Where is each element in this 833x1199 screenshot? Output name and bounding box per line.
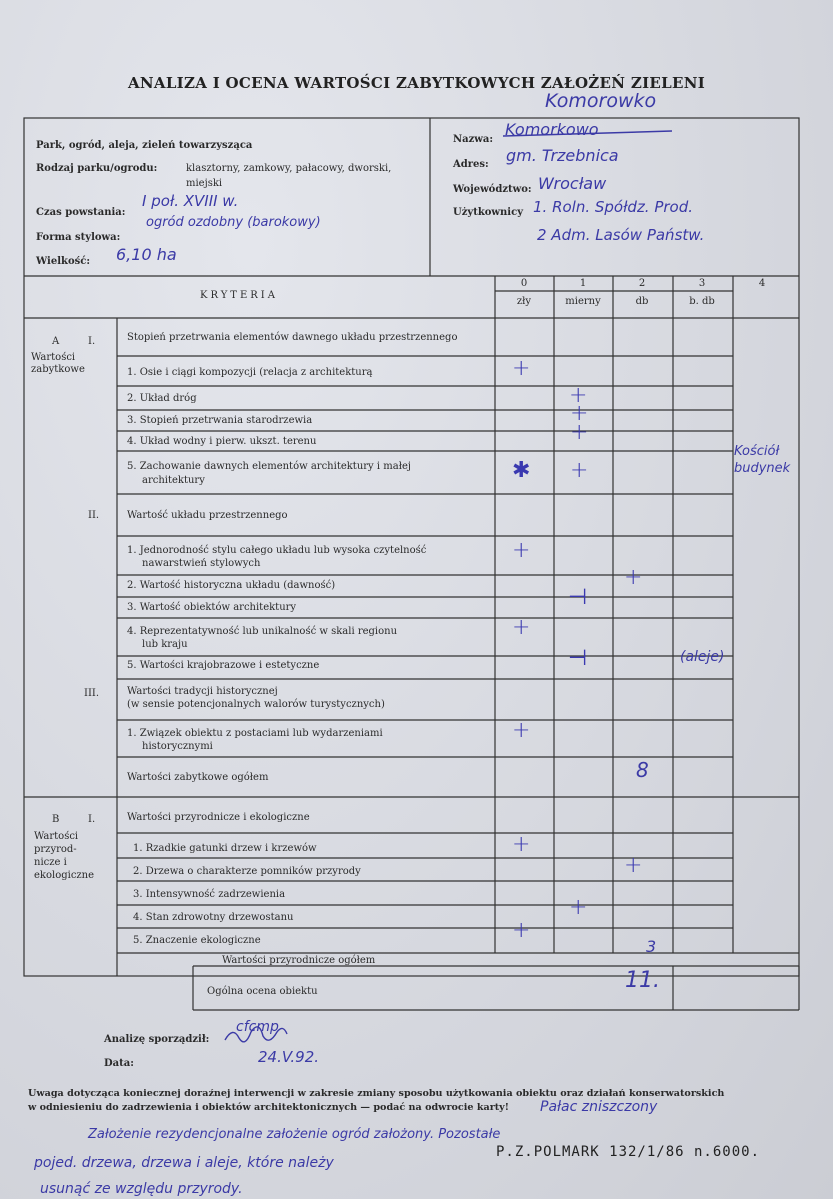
park-type-options-2: miejski — [186, 178, 223, 189]
score-3-label: b. db — [689, 296, 715, 307]
handwritten-name-struck: Komorkowo — [505, 120, 599, 139]
overall-label: Ogólna ocena obiektu — [207, 986, 318, 997]
prepared-label: Analizę sporządził: — [104, 1034, 210, 1045]
handwritten-voivodeship: Wrocław — [538, 174, 607, 193]
handwritten-remark-right: Pałac zniszczony — [540, 1099, 658, 1115]
handwritten-note-alley: (aleje) — [680, 649, 725, 665]
group-ii-num: II. — [88, 510, 100, 521]
section-b-num: I. — [88, 814, 96, 825]
group-i-num: I. — [88, 336, 96, 347]
mark-plus: + — [512, 718, 531, 743]
handwritten-user-2: 2 Adm. Lasów Państw. — [537, 226, 705, 244]
section-b-letter: B — [52, 814, 60, 825]
mark-plus: + — [512, 356, 531, 381]
group-i-item-1: 1. Osie i ciągi kompozycji (relacja z architekturą — [127, 367, 373, 378]
date-label: Data: — [104, 1058, 134, 1069]
score-2-label: db — [635, 296, 649, 307]
section-b-title: Wartości przyrodnicze i ekologiczne — [127, 812, 310, 823]
score-1-num: 1 — [579, 278, 587, 289]
group-iii-item-1-cont: historycznymi — [142, 741, 213, 752]
group-i-item-2: 2. Układ dróg — [127, 393, 197, 404]
section-b-item-5: 5. Znaczenie ekologiczne — [133, 935, 261, 946]
handwritten-era: I poł. XVIII w. — [142, 192, 239, 210]
group-ii-item-5: 5. Wartości krajobrazowe i estetyczne — [127, 660, 320, 671]
group-i-item-5: 5. Zachowanie dawnych elementów architektury i małej — [127, 461, 411, 472]
group-ii-item-2: 2. Wartość historyczna układu (dawność) — [127, 580, 336, 591]
score-2-num: 2 — [638, 278, 646, 289]
group-i-item-3: 3. Stopień przetrwania starodrzewia — [127, 415, 313, 426]
group-i-title: Stopień przetrwania elementów dawnego układu przestrzennego — [127, 332, 458, 343]
mark-scribble: ✱ — [512, 458, 531, 483]
mark-plus: + — [512, 832, 531, 857]
group-iii-num: III. — [84, 688, 100, 699]
mark-plus: + — [569, 383, 588, 408]
mark-plus: + — [624, 565, 643, 590]
mark-dash: ⊣ — [568, 585, 588, 610]
group-ii-item-4: 4. Reprezentatywność lub unikalność w skali regionu — [127, 626, 398, 637]
handwritten-date: 24.V.92. — [258, 1048, 320, 1066]
mark-plus: + — [569, 895, 588, 920]
natural-total-label: Wartości przyrodnicze ogółem — [222, 955, 376, 966]
mark-plus: + — [570, 458, 589, 483]
handwritten-address: gm. Trzebnica — [506, 146, 619, 165]
mark-plus: + — [512, 538, 531, 563]
handwritten-remark-2: pojed. drzewa, drzewa i aleje, które należy — [34, 1155, 334, 1171]
criteria-header: KRYTERIA — [200, 290, 278, 301]
warning-line-1: Uwaga dotycząca koniecznej doraźnej interwencji w zakresie zmiany sposobu użytkowania obiektu oraz działań konserwatorskich — [28, 1088, 725, 1099]
park-type-label: Rodzaj parku/ogrodu: — [36, 163, 158, 174]
mark-plus: + — [570, 401, 589, 426]
section-a-name: Wartości zabytkowe — [31, 352, 85, 375]
park-type-options: klasztorny, zamkowy, pałacowy, dworski, — [186, 163, 392, 174]
section-b-name-4: ekologiczne — [34, 870, 95, 881]
handwritten-style: ogród ozdobny (barokowy) — [146, 215, 321, 230]
group-ii-item-4-cont: lub kraju — [142, 639, 188, 650]
users-label: Użytkownicy — [453, 207, 524, 218]
handwritten-name-top: Komorowko — [545, 90, 657, 112]
score-4-num: 4 — [758, 278, 766, 289]
historic-total-label: Wartości zabytkowe ogółem — [127, 772, 269, 783]
handwritten-note-church: Kościół budynek — [734, 444, 791, 476]
handwritten-overall: 11. — [625, 968, 660, 993]
section-a-letter: A — [52, 336, 60, 347]
section-b-name-3: nicze i — [34, 857, 67, 868]
score-3-num: 3 — [698, 278, 706, 289]
form-title: ANALIZA I OCENA WARTOŚCI ZABYTKOWYCH ZAŁOŻEŃ ZIELENI — [127, 74, 706, 92]
handwritten-natural-total: 3 — [646, 937, 657, 956]
group-iii-title: Wartości tradycji historycznej — [127, 686, 278, 697]
group-ii-item-1: 1. Jednorodność stylu całego układu lub wysoka czytelność — [127, 545, 427, 556]
handwritten-historic-total: 8 — [636, 758, 649, 782]
group-i-item-4: 4. Układ wodny i pierw. ukszt. terenu — [127, 436, 317, 447]
section-b-item-4: 4. Stan zdrowotny drzewostanu — [133, 912, 294, 923]
printer-stamp: P.Z.POLMARK 132/1/86 n.6000. — [496, 1144, 761, 1160]
group-ii-item-3: 3. Wartość obiektów architektury — [127, 602, 297, 613]
handwritten-remark-3: usunąć ze względu przyrody. — [40, 1181, 243, 1197]
score-1-label: mierny — [565, 296, 601, 307]
handwritten-user-1: 1. Roln. Spółdz. Prod. — [533, 198, 694, 216]
section-b-name-1: Wartości — [34, 831, 79, 842]
mark-plus: + — [512, 615, 531, 640]
score-0-label: zły — [516, 296, 532, 307]
handwritten-size: 6,10 ha — [116, 245, 177, 264]
section-b-item-2: 2. Drzewa o charakterze pomników przyrody — [133, 866, 361, 877]
group-ii-title: Wartość układu przestrzennego — [127, 510, 288, 521]
style-label: Forma stylowa: — [36, 232, 121, 243]
section-b-name-2: przyrod- — [34, 844, 77, 855]
mark-dash: ⊣ — [568, 646, 588, 671]
address-label: Adres: — [453, 159, 489, 170]
size-label: Wielkość: — [36, 256, 91, 267]
name-label: Nazwa: — [453, 134, 494, 145]
era-label: Czas powstania: — [36, 207, 126, 218]
section-b-item-3: 3. Intensywność zadrzewienia — [133, 889, 286, 900]
mark-plus: + — [624, 853, 643, 878]
group-ii-item-1-cont: nawarstwień stylowych — [142, 558, 261, 569]
section-b-item-1: 1. Rzadkie gatunki drzew i krzewów — [133, 843, 317, 854]
group-iii-subtitle: (w sensie potencjonalnych walorów turystycznych) — [127, 699, 385, 710]
mark-plus: + — [570, 420, 589, 445]
score-0-num: 0 — [520, 278, 528, 289]
group-iii-item-1: 1. Związek obiektu z postaciami lub wydarzeniami — [127, 728, 383, 739]
mark-plus: + — [512, 918, 531, 943]
park-label: Park, ogród, aleja, zieleń towarzysząca — [36, 140, 253, 151]
group-i-item-5-cont: architektury — [142, 475, 205, 486]
warning-line-2: w odniesieniu do zadrzewienia i obiektów architektonicznych — podać na odwrocie karty! — [28, 1102, 509, 1113]
voivodeship-label: Województwo: — [453, 184, 532, 195]
handwritten-signature: cfcmp — [236, 1019, 279, 1035]
handwritten-remark-1: Założenie rezydencjonalne założenie ogród założony. Pozostałe — [88, 1127, 501, 1142]
